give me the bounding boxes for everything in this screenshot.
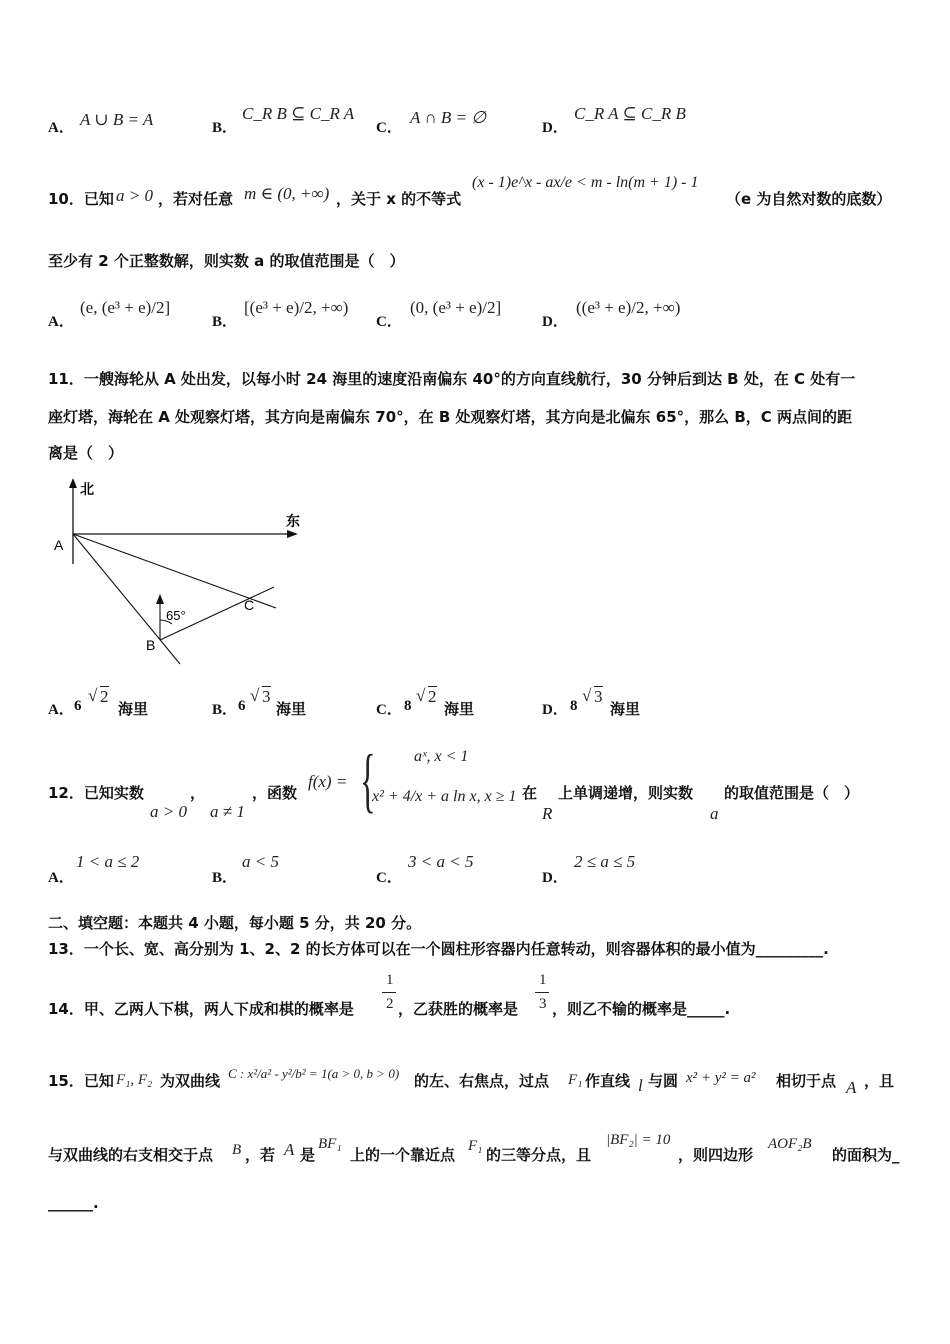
q10-option-b-label: B．: [212, 314, 238, 330]
q15-text4: 作直线: [585, 1072, 631, 1090]
q15-point-a2: A: [284, 1140, 295, 1159]
north-at-b-arrow: [156, 594, 164, 604]
q12-option-b-expr: a < 5: [242, 852, 279, 871]
q10-note: （e 为自然对数的底数）: [726, 190, 892, 208]
q15-hyperbola: C : x²/a² - y²/b² = 1(a > 0, b > 0): [228, 1066, 400, 1081]
q9-option-a-label: A．: [48, 120, 74, 136]
q15-text7: ，且: [864, 1072, 895, 1090]
q12-option-d-label: D．: [542, 870, 568, 886]
q15-l2b: ，若: [245, 1146, 276, 1164]
q10-inequality: (x - 1)e^x - ax/e < m - ln(m + 1) - 1: [472, 174, 699, 191]
q11-line2: 座灯塔，海轮在 A 处观察灯塔，其方向是南偏东 70°，在 B 处观察灯塔，其方向是北偏东 65°，那么 B，C 两点间的距: [48, 408, 853, 426]
q10-text3: ，关于 x 的不等式: [336, 190, 462, 208]
q11-option-c-unit: 海里: [444, 700, 475, 718]
q15-text2: 为双曲线: [160, 1072, 221, 1090]
q11-option-a-label: A．: [48, 702, 74, 718]
q10-option-b-expr: [(e³ + e)/2, +∞): [244, 298, 349, 317]
q15-f1: F₁: [568, 1072, 583, 1088]
q12-set-r: R: [542, 804, 553, 823]
q15-point-a: A: [846, 1078, 857, 1097]
q11-option-b-unit: 海里: [276, 700, 307, 718]
q12-text2: ，函数: [252, 784, 298, 802]
q10-option-a-expr: (e, (e³ + e)/2]: [80, 298, 171, 317]
sqrt-icon: √: [250, 686, 260, 705]
fraction-bar: [535, 992, 549, 993]
q10-cond-m: m ∈ (0, +∞): [244, 184, 330, 203]
q12-text4: 上单调递增，则实数: [558, 784, 694, 802]
north-label: 北: [80, 481, 94, 497]
q14-frac1-num: 1: [386, 972, 394, 988]
q12-option-c-label: C．: [376, 870, 402, 886]
q14-text1: 14．甲、乙两人下棋，两人下成和棋的概率是: [48, 1000, 354, 1018]
q10-cond-a: a > 0: [116, 186, 153, 205]
q9-option-c-expr: A ∩ B = ∅: [410, 108, 487, 127]
section-heading: 二、填空题：本题共 4 小题，每小题 5 分，共 20 分。: [48, 914, 422, 932]
q12-text3: 在: [522, 784, 538, 802]
fraction-bar: [382, 992, 396, 993]
q15-point-b: B: [232, 1142, 242, 1158]
q11-line3: 离是（ ）: [48, 444, 124, 462]
q10-option-c-expr: (0, (e³ + e)/2]: [410, 298, 502, 317]
q11-option-c-rad: 2: [428, 687, 437, 706]
q10-option-c-label: C．: [376, 314, 402, 330]
q11-option-d-label: D．: [542, 702, 568, 718]
q11-option-a-rad: 2: [100, 687, 109, 706]
q12-comma: ，: [190, 784, 206, 802]
q10-text2: ，若对任意: [158, 190, 234, 208]
point-b-label: B: [146, 637, 156, 653]
q15-text1: 15．已知: [48, 1072, 114, 1090]
q15-answer-blank: ______.: [48, 1194, 99, 1212]
q11-option-d-rad: 3: [594, 687, 603, 706]
q15-l2e: 的三等分点，且: [486, 1146, 592, 1164]
q12-case1: aˣ, x < 1: [414, 748, 469, 765]
q12-option-b-label: B．: [212, 870, 238, 886]
q12-option-a-label: A．: [48, 870, 74, 886]
q15-text6: 相切于点: [776, 1072, 837, 1090]
q12-var-a: a: [710, 804, 719, 823]
q11-option-a-unit: 海里: [118, 700, 149, 718]
sqrt-icon: √: [88, 686, 98, 705]
q9-option-a-expr: A ∪ B = A: [80, 110, 154, 129]
q15-text5: 与圆: [648, 1072, 679, 1090]
q10-option-d-label: D．: [542, 314, 568, 330]
q12-prefix: 12．已知实数: [48, 784, 144, 802]
q10-line2: 至少有 2 个正整数解，则实数 a 的取值范围是（ ）: [48, 252, 405, 270]
q11-option-d-coef: 8: [570, 698, 578, 714]
q11-navigation-diagram: [40, 474, 320, 674]
q12-option-c-expr: 3 < a < 5: [408, 852, 474, 871]
q13: 13．一个长、宽、高分别为 1、2、2 的长方体可以在一个圆柱形容器内任意转动，则容器体积的最小值为_________.: [48, 940, 829, 958]
q15-l2a: 与双曲线的右支相交于点: [48, 1146, 214, 1164]
point-c-label: C: [244, 597, 255, 613]
q15-bf1: BF₁: [318, 1136, 342, 1152]
q12-case2: x² + 4/x + a ln x, x ≥ 1: [372, 788, 517, 805]
q9-option-b-expr: C_R B ⊆ C_R A: [242, 104, 355, 123]
q14-text2: ，乙获胜的概率是: [398, 1000, 519, 1018]
q10-option-a-label: A．: [48, 314, 74, 330]
q12-cond-positive: a > 0: [150, 802, 187, 821]
left-brace-icon: {: [360, 740, 376, 820]
q12-option-a-expr: 1 < a ≤ 2: [76, 852, 140, 871]
q15-f1b: F₁: [468, 1138, 483, 1154]
q11-option-a-coef: 6: [74, 698, 82, 714]
sqrt-icon: √: [416, 686, 426, 705]
q15-l2g: 的面积为_: [832, 1146, 900, 1164]
q12-cond-not-one: a ≠ 1: [210, 802, 245, 821]
sqrt-icon: √: [582, 686, 592, 705]
q11-option-c-coef: 8: [404, 698, 412, 714]
q14-text3: ，则乙不输的概率是_____.: [552, 1000, 731, 1018]
north-arrow: [69, 478, 77, 488]
east-arrow: [287, 530, 298, 538]
q15-text3: 的左、右焦点，过点: [414, 1072, 550, 1090]
q12-option-d-expr: 2 ≤ a ≤ 5: [574, 852, 636, 871]
q14-frac1-den: 2: [386, 996, 394, 1012]
q15-l2f: ，则四边形: [678, 1146, 754, 1164]
q15-l2c: 是: [300, 1146, 316, 1164]
q14-frac2-num: 1: [539, 972, 547, 988]
q11-line1: 11．一艘海轮从 A 处出发，以每小时 24 海里的速度沿南偏东 40°的方向直线航行，30 分钟后到达 B 处，在 C 处有一: [48, 370, 856, 388]
q12-text5: 的取值范围是（ ）: [724, 784, 860, 802]
q11-option-b-rad: 3: [262, 687, 271, 706]
q15-l2d: 上的一个靠近点: [350, 1146, 456, 1164]
angle-label: 65°: [166, 608, 186, 623]
q15-foci: F₁, F₂: [116, 1072, 153, 1088]
q11-option-c-label: C．: [376, 702, 402, 718]
q14-frac2-den: 3: [539, 996, 547, 1012]
q12-fx: f(x) =: [308, 772, 348, 791]
q11-option-d-unit: 海里: [610, 700, 641, 718]
q9-option-d-expr: C_R A ⊆ C_R B: [574, 104, 686, 123]
q15-bf2: |BF₂| = 10: [606, 1132, 671, 1148]
east-label: 东: [286, 513, 300, 529]
point-a-label: A: [54, 537, 64, 553]
q9-option-d-label: D．: [542, 120, 568, 136]
q15-quad: AOF₂B: [768, 1136, 812, 1152]
q9-option-c-label: C．: [376, 120, 402, 136]
q15-line-l: l: [638, 1076, 643, 1095]
q15-circle: x² + y² = a²: [686, 1070, 756, 1086]
q9-option-b-label: B．: [212, 120, 238, 136]
q10-option-d-expr: ((e³ + e)/2, +∞): [576, 298, 681, 317]
q11-option-b-coef: 6: [238, 698, 246, 714]
q11-option-b-label: B．: [212, 702, 238, 718]
q10-prefix: 10．已知: [48, 190, 114, 208]
